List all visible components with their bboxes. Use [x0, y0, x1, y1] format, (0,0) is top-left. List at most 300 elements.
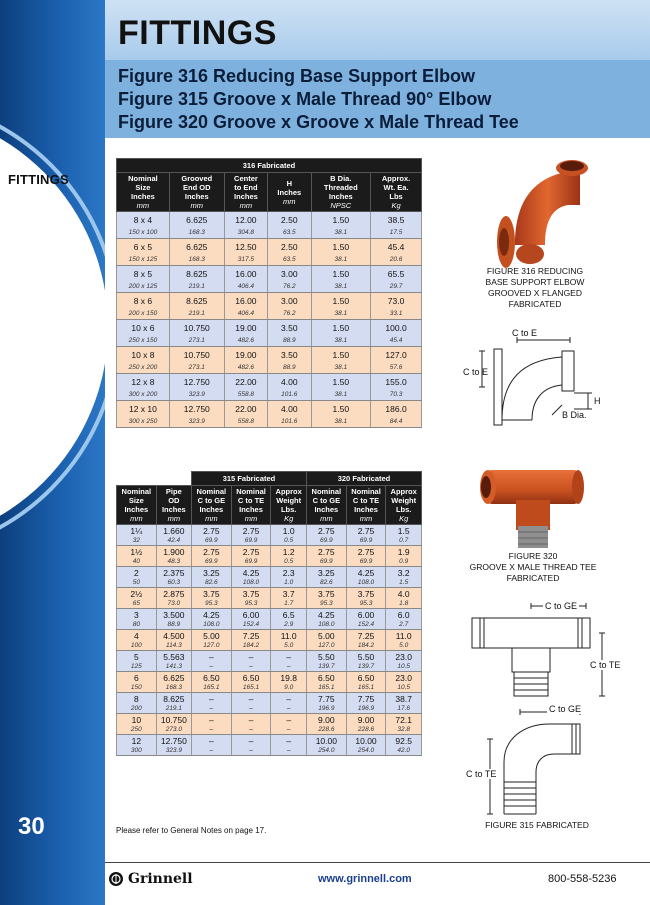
cell-inches: 2.50	[268, 212, 311, 228]
cell-inches: 4.500	[156, 630, 191, 642]
figure-320-photo	[468, 460, 598, 552]
table-row	[117, 239, 422, 255]
cell-inches: 2.75	[231, 525, 271, 537]
cell-mm: 165.1	[231, 684, 271, 693]
cell-mm: 219.1	[156, 705, 191, 714]
cell-inches: 1.900	[156, 546, 191, 558]
cell-mm: –	[231, 705, 271, 714]
cell-inches: 5.00	[192, 630, 232, 642]
table-row	[117, 693, 422, 705]
cell-mm: 95.3	[346, 600, 386, 609]
t315-col-header	[306, 486, 346, 525]
table-row	[117, 417, 422, 428]
table-row	[117, 255, 422, 266]
cell-inches: 1.2	[271, 546, 307, 558]
cell-mm: 42.4	[156, 537, 191, 546]
cell-inches: 5.00	[306, 630, 346, 642]
dim-c-to-e-top: C to E	[512, 328, 538, 338]
header-line: Inches	[277, 187, 302, 197]
cell-inches: 5.50	[306, 651, 346, 663]
cell-mm: 32	[117, 537, 157, 546]
cell-mm: 300 x 250	[117, 417, 170, 428]
cell-inches: 16.00	[224, 266, 267, 282]
cell-inches: –	[192, 714, 232, 726]
caption-line: FIGURE 320	[508, 551, 558, 561]
cell-mm: 88.9	[268, 336, 311, 347]
cell-mm: –	[192, 663, 232, 672]
cell-mm: 45.4	[371, 336, 422, 347]
cell-inches: 19.8	[271, 672, 307, 684]
table-row	[117, 320, 422, 336]
cell-inches: 4.25	[231, 567, 271, 579]
cell-inches: 8.625	[169, 266, 224, 282]
t315-col-header	[386, 486, 422, 525]
cell-mm: 65	[117, 600, 157, 609]
header-line: C to TE	[237, 496, 265, 505]
cell-inches: 1.50	[311, 374, 371, 390]
grinnell-logo-icon	[108, 871, 124, 887]
cell-mm: 88.9	[156, 621, 191, 630]
cell-mm: 95.3	[231, 600, 271, 609]
cell-inches: 19.00	[224, 320, 267, 336]
table-315-banner: 315 Fabricated	[192, 472, 307, 486]
table-row	[117, 546, 422, 558]
cell-inches: 12 x 8	[117, 374, 170, 390]
header-line: mm	[167, 514, 181, 523]
header-line: H	[286, 178, 293, 188]
cell-inches: 12 x 10	[117, 401, 170, 417]
cell-mm: 38.1	[311, 390, 371, 401]
cell-mm: 482.6	[224, 336, 267, 347]
cell-inches: 5	[117, 651, 157, 663]
cell-inches: 12	[117, 735, 157, 747]
cell-mm: 69.9	[192, 537, 232, 546]
footer-divider	[105, 862, 650, 863]
cell-mm: 200	[117, 705, 157, 714]
cell-inches: 72.1	[386, 714, 422, 726]
cell-mm: 1.7	[271, 600, 307, 609]
cell-mm: 152.4	[346, 621, 386, 630]
cell-mm: 219.1	[169, 282, 224, 293]
table-row	[117, 630, 422, 642]
cell-inches: 6 x 5	[117, 239, 170, 255]
table-row	[117, 714, 422, 726]
cell-mm: 69.9	[306, 537, 346, 546]
cell-inches: 1½	[117, 546, 157, 558]
header-line: mm	[244, 514, 258, 523]
table-row	[117, 672, 422, 684]
table-row	[117, 374, 422, 390]
header-line: Approx	[390, 487, 417, 496]
cell-inches: 3.75	[192, 588, 232, 600]
cell-mm: 69.9	[231, 537, 271, 546]
table-row	[117, 401, 422, 417]
header-line: Wt. Ea.	[383, 183, 409, 192]
cell-mm: –	[231, 747, 271, 756]
cell-mm: 139.7	[306, 663, 346, 672]
cell-mm: 108.0	[346, 579, 386, 588]
cell-mm: 184.2	[346, 642, 386, 651]
cell-mm: 165.1	[346, 684, 386, 693]
cell-inches: 22.00	[224, 401, 267, 417]
cell-inches: 2.75	[231, 546, 271, 558]
cell-mm: 219.1	[169, 309, 224, 320]
cell-inches: –	[231, 735, 271, 747]
cell-inches: 2.75	[192, 525, 232, 537]
cell-mm: 200 x 150	[117, 309, 170, 320]
cell-mm: 250 x 200	[117, 363, 170, 374]
header-line: Inches	[314, 505, 339, 514]
cell-inches: 5.50	[346, 651, 386, 663]
header-line: Weight	[391, 496, 417, 505]
table-row	[117, 642, 422, 651]
cell-inches: 12.750	[169, 374, 224, 390]
cell-mm: 10.5	[386, 684, 422, 693]
cell-inches: 2.75	[306, 546, 346, 558]
cell-mm: 300	[117, 747, 157, 756]
cell-mm: 152.4	[231, 621, 271, 630]
header-line: Lbs.	[280, 505, 297, 514]
header-line: C to GE	[312, 496, 341, 505]
cell-mm: 0.5	[271, 537, 307, 546]
cell-mm: 48.3	[156, 558, 191, 567]
cell-inches: 2½	[117, 588, 157, 600]
header-line: mm	[320, 514, 333, 523]
cell-inches: 2.3	[271, 567, 307, 579]
cell-mm: 273.1	[169, 336, 224, 347]
general-notes-reference: Please refer to General Notes on page 17.	[116, 826, 267, 835]
figure-320-drawing	[462, 600, 612, 700]
header-line: mm	[283, 196, 296, 206]
cell-mm: 88.9	[268, 363, 311, 374]
table-320-banner: 320 Fabricated	[306, 472, 421, 486]
cell-mm: 141.3	[156, 663, 191, 672]
cell-inches: 1.0	[271, 525, 307, 537]
header-line: Approx.	[381, 174, 411, 183]
cell-inches: 45.4	[371, 239, 422, 255]
table-row	[117, 588, 422, 600]
figure-316-caption	[470, 266, 600, 310]
cell-inches: 10.750	[169, 347, 224, 363]
cell-mm: 63.5	[268, 228, 311, 239]
cell-mm: 114.3	[156, 642, 191, 651]
cell-mm: 482.6	[224, 363, 267, 374]
cell-inches: 12.00	[224, 212, 267, 228]
header-line: Inches	[161, 505, 186, 514]
cell-inches: 100.0	[371, 320, 422, 336]
cell-inches: 6.625	[169, 239, 224, 255]
cell-mm: –	[271, 726, 307, 735]
header-line: Kg	[391, 201, 401, 210]
cell-mm: 304.8	[224, 228, 267, 239]
header-line: Threaded	[323, 183, 358, 192]
cell-mm: –	[192, 747, 232, 756]
cell-mm: 101.6	[268, 417, 311, 428]
cell-inches: 2.75	[306, 525, 346, 537]
cell-inches: 4.25	[306, 609, 346, 621]
cell-mm: 9.0	[271, 684, 307, 693]
cell-mm: 406.4	[224, 309, 267, 320]
cell-inches: –	[192, 651, 232, 663]
cell-mm: 73.0	[156, 600, 191, 609]
cell-inches: 6.50	[192, 672, 232, 684]
cell-mm: 5.0	[386, 642, 422, 651]
t315-col-header	[346, 486, 386, 525]
cell-inches: 10.00	[346, 735, 386, 747]
cell-mm: 0.9	[386, 558, 422, 567]
figure-315-drawing	[462, 702, 612, 820]
cell-mm: 323.9	[156, 747, 191, 756]
cell-mm: 168.3	[169, 255, 224, 266]
page-number: 30	[18, 813, 45, 840]
header-line: Size	[135, 183, 151, 192]
cell-inches: 38.7	[386, 693, 422, 705]
cell-inches: –	[271, 714, 307, 726]
cell-mm: 69.9	[346, 558, 386, 567]
cell-mm: 38.1	[311, 255, 371, 266]
cell-inches: 10.750	[156, 714, 191, 726]
cell-mm: –	[192, 705, 232, 714]
cell-mm: 323.9	[169, 390, 224, 401]
subtitle-316: Figure 316 Reducing Base Support Elbow	[118, 66, 476, 86]
cell-mm: 139.7	[346, 663, 386, 672]
cell-inches: 155.0	[371, 374, 422, 390]
cell-inches: 3.50	[268, 320, 311, 336]
cell-inches: –	[271, 693, 307, 705]
header-line: Lbs	[389, 192, 403, 201]
t315-col-header	[271, 486, 307, 525]
cell-inches: 1¼	[117, 525, 157, 537]
cell-mm: 273.1	[169, 363, 224, 374]
cell-inches: 10.750	[169, 320, 224, 336]
table-row	[117, 293, 422, 309]
cell-inches: 12.50	[224, 239, 267, 255]
dim-c-to-te-315: C to TE	[466, 769, 497, 779]
cell-mm: 250	[117, 726, 157, 735]
cell-mm: 165.1	[306, 684, 346, 693]
cell-mm: 82.6	[306, 579, 346, 588]
cell-inches: 2.875	[156, 588, 191, 600]
cell-inches: 5.563	[156, 651, 191, 663]
footer-brand	[108, 871, 193, 887]
header-line: OD	[168, 496, 180, 505]
footer-website-link[interactable]: www.grinnell.com	[318, 873, 412, 885]
cell-inches: 3	[117, 609, 157, 621]
table-row	[117, 663, 422, 672]
header-line: Inches	[199, 505, 224, 514]
cell-mm: 300 x 200	[117, 390, 170, 401]
t315-col-header	[156, 486, 191, 525]
header-line: Nominal	[121, 487, 152, 496]
cell-mm: 406.4	[224, 282, 267, 293]
cell-mm: 20.6	[371, 255, 422, 266]
table-row	[117, 747, 422, 756]
cell-inches: 11.0	[271, 630, 307, 642]
table-row	[117, 609, 422, 621]
cell-inches: 7.25	[231, 630, 271, 642]
cell-inches: 6.50	[346, 672, 386, 684]
cell-mm: 80	[117, 621, 157, 630]
cell-inches: 2.375	[156, 567, 191, 579]
cell-mm: 1.0	[271, 579, 307, 588]
cell-mm: 95.3	[192, 600, 232, 609]
header-line: mm	[205, 514, 218, 523]
cell-inches: 1.5	[386, 525, 422, 537]
t315-col-header	[192, 486, 232, 525]
cell-mm: 69.9	[346, 537, 386, 546]
table-316	[116, 158, 422, 428]
cell-inches: 6.5	[271, 609, 307, 621]
header-line: C to GE	[197, 496, 226, 505]
cell-inches: 1.660	[156, 525, 191, 537]
table-315-320	[116, 471, 422, 756]
caption-line: FABRICATED	[508, 299, 562, 309]
cell-mm: 254.0	[306, 747, 346, 756]
cell-mm: 70.3	[371, 390, 422, 401]
cell-mm: 63.5	[268, 255, 311, 266]
table-row	[117, 558, 422, 567]
header-line: Inches	[328, 192, 353, 201]
t316-col-header	[169, 173, 224, 212]
cell-inches: 9.00	[306, 714, 346, 726]
cell-mm: 228.6	[346, 726, 386, 735]
cell-inches: –	[231, 651, 271, 663]
t316-col-header	[117, 173, 170, 212]
header-line: Kg	[284, 514, 294, 523]
cell-mm: 150 x 100	[117, 228, 170, 239]
subtitle-320: Figure 320 Groove x Groove x Male Thread Tee	[118, 112, 519, 132]
caption-line: FABRICATED	[506, 573, 560, 583]
cell-inches: 3.50	[268, 347, 311, 363]
brand-name: Grinnell	[128, 871, 193, 887]
cell-inches: 1.50	[311, 320, 371, 336]
figure-316-photo	[470, 150, 600, 268]
cell-inches: 3.25	[192, 567, 232, 579]
header-line: Nominal	[128, 174, 158, 183]
cell-mm: 38.1	[311, 309, 371, 320]
cell-mm: 29.7	[371, 282, 422, 293]
header-line: Nominal	[236, 487, 266, 496]
header-line: Nominal	[311, 487, 342, 496]
cell-inches: 8.625	[169, 293, 224, 309]
cell-inches: 6.625	[169, 212, 224, 228]
table-row	[117, 525, 422, 537]
header-line: Nominal	[196, 487, 227, 496]
cell-inches: –	[231, 714, 271, 726]
cell-mm: 60.3	[156, 579, 191, 588]
cell-inches: 1.50	[311, 266, 371, 282]
header-line: Approx	[275, 487, 302, 496]
table-316-banner: 316 Fabricated	[117, 159, 422, 173]
caption-line: GROOVED X FLANGED	[488, 288, 582, 298]
cell-mm: 32.8	[386, 726, 422, 735]
cell-mm: 168.3	[156, 684, 191, 693]
table-row	[117, 363, 422, 374]
header-line: mm	[130, 514, 143, 523]
caption-line: FIGURE 316 REDUCING	[486, 266, 584, 276]
cell-mm: 127.0	[306, 642, 346, 651]
cell-inches: 65.5	[371, 266, 422, 282]
cell-inches: 8 x 5	[117, 266, 170, 282]
cell-inches: 8 x 6	[117, 293, 170, 309]
cell-mm: 69.9	[306, 558, 346, 567]
caption-line: BASE SUPPORT ELBOW	[485, 277, 585, 287]
cell-mm: 10.5	[386, 663, 422, 672]
cell-inches: –	[271, 735, 307, 747]
cell-inches: 4.25	[192, 609, 232, 621]
cell-mm: 76.2	[268, 282, 311, 293]
footer-phone: 800-558-5236	[548, 873, 617, 885]
cell-inches: 23.0	[386, 672, 422, 684]
cell-inches: 6.625	[156, 672, 191, 684]
cell-mm: 273.0	[156, 726, 191, 735]
table-row	[117, 266, 422, 282]
table-row	[117, 621, 422, 630]
header-line: Pipe	[165, 487, 182, 496]
cell-inches: 10 x 8	[117, 347, 170, 363]
cell-inches: 127.0	[371, 347, 422, 363]
cell-mm: 38.1	[311, 282, 371, 293]
table-row	[117, 347, 422, 363]
cell-inches: 6.0	[386, 609, 422, 621]
cell-mm: 1.5	[386, 579, 422, 588]
cell-mm: 558.8	[224, 417, 267, 428]
cell-mm: 38.1	[311, 363, 371, 374]
cell-mm: 317.5	[224, 255, 267, 266]
header-line: End OD	[183, 183, 211, 192]
cell-inches: 10.00	[306, 735, 346, 747]
cell-inches: 3.75	[346, 588, 386, 600]
cell-mm: 2.7	[386, 621, 422, 630]
cell-inches: 1.50	[311, 239, 371, 255]
cell-inches: 4.00	[268, 374, 311, 390]
figure-315-caption: FIGURE 315 FABRICATED	[485, 820, 589, 830]
caption-line: GROOVE X MALE THREAD TEE	[469, 562, 597, 572]
table-row	[117, 600, 422, 609]
cell-mm: 108.0	[192, 621, 232, 630]
dim-c-to-e-side: C to E	[463, 367, 489, 377]
cell-mm: –	[192, 726, 232, 735]
cell-inches: 8 x 4	[117, 212, 170, 228]
cell-inches: 1.9	[386, 546, 422, 558]
cell-mm: 150	[117, 684, 157, 693]
header-line: Inches	[184, 192, 209, 201]
header-line: Size	[128, 496, 144, 505]
cell-inches: –	[192, 735, 232, 747]
t316-col-header	[224, 173, 267, 212]
header-line: Inches	[124, 505, 149, 514]
header-line: mm	[239, 201, 253, 210]
cell-inches: 6.00	[231, 609, 271, 621]
cell-mm: 127.0	[192, 642, 232, 651]
cell-inches: 4	[117, 630, 157, 642]
cell-inches: 3.00	[268, 293, 311, 309]
header-line: Grooved	[181, 174, 213, 183]
cell-inches: 8.625	[156, 693, 191, 705]
header-line: B Dia.	[330, 174, 352, 183]
cell-mm: –	[271, 663, 307, 672]
cell-inches: –	[231, 693, 271, 705]
cell-mm: 33.1	[371, 309, 422, 320]
cell-mm: 40	[117, 558, 157, 567]
cell-mm: 69.9	[192, 558, 232, 567]
header-line: to End	[234, 183, 258, 192]
dim-c-to-ge-315: C to GE	[549, 704, 582, 714]
header-line: mm	[136, 201, 150, 210]
header-line: Weight	[276, 496, 302, 505]
cell-mm: –	[271, 705, 307, 714]
cell-inches: 3.75	[306, 588, 346, 600]
